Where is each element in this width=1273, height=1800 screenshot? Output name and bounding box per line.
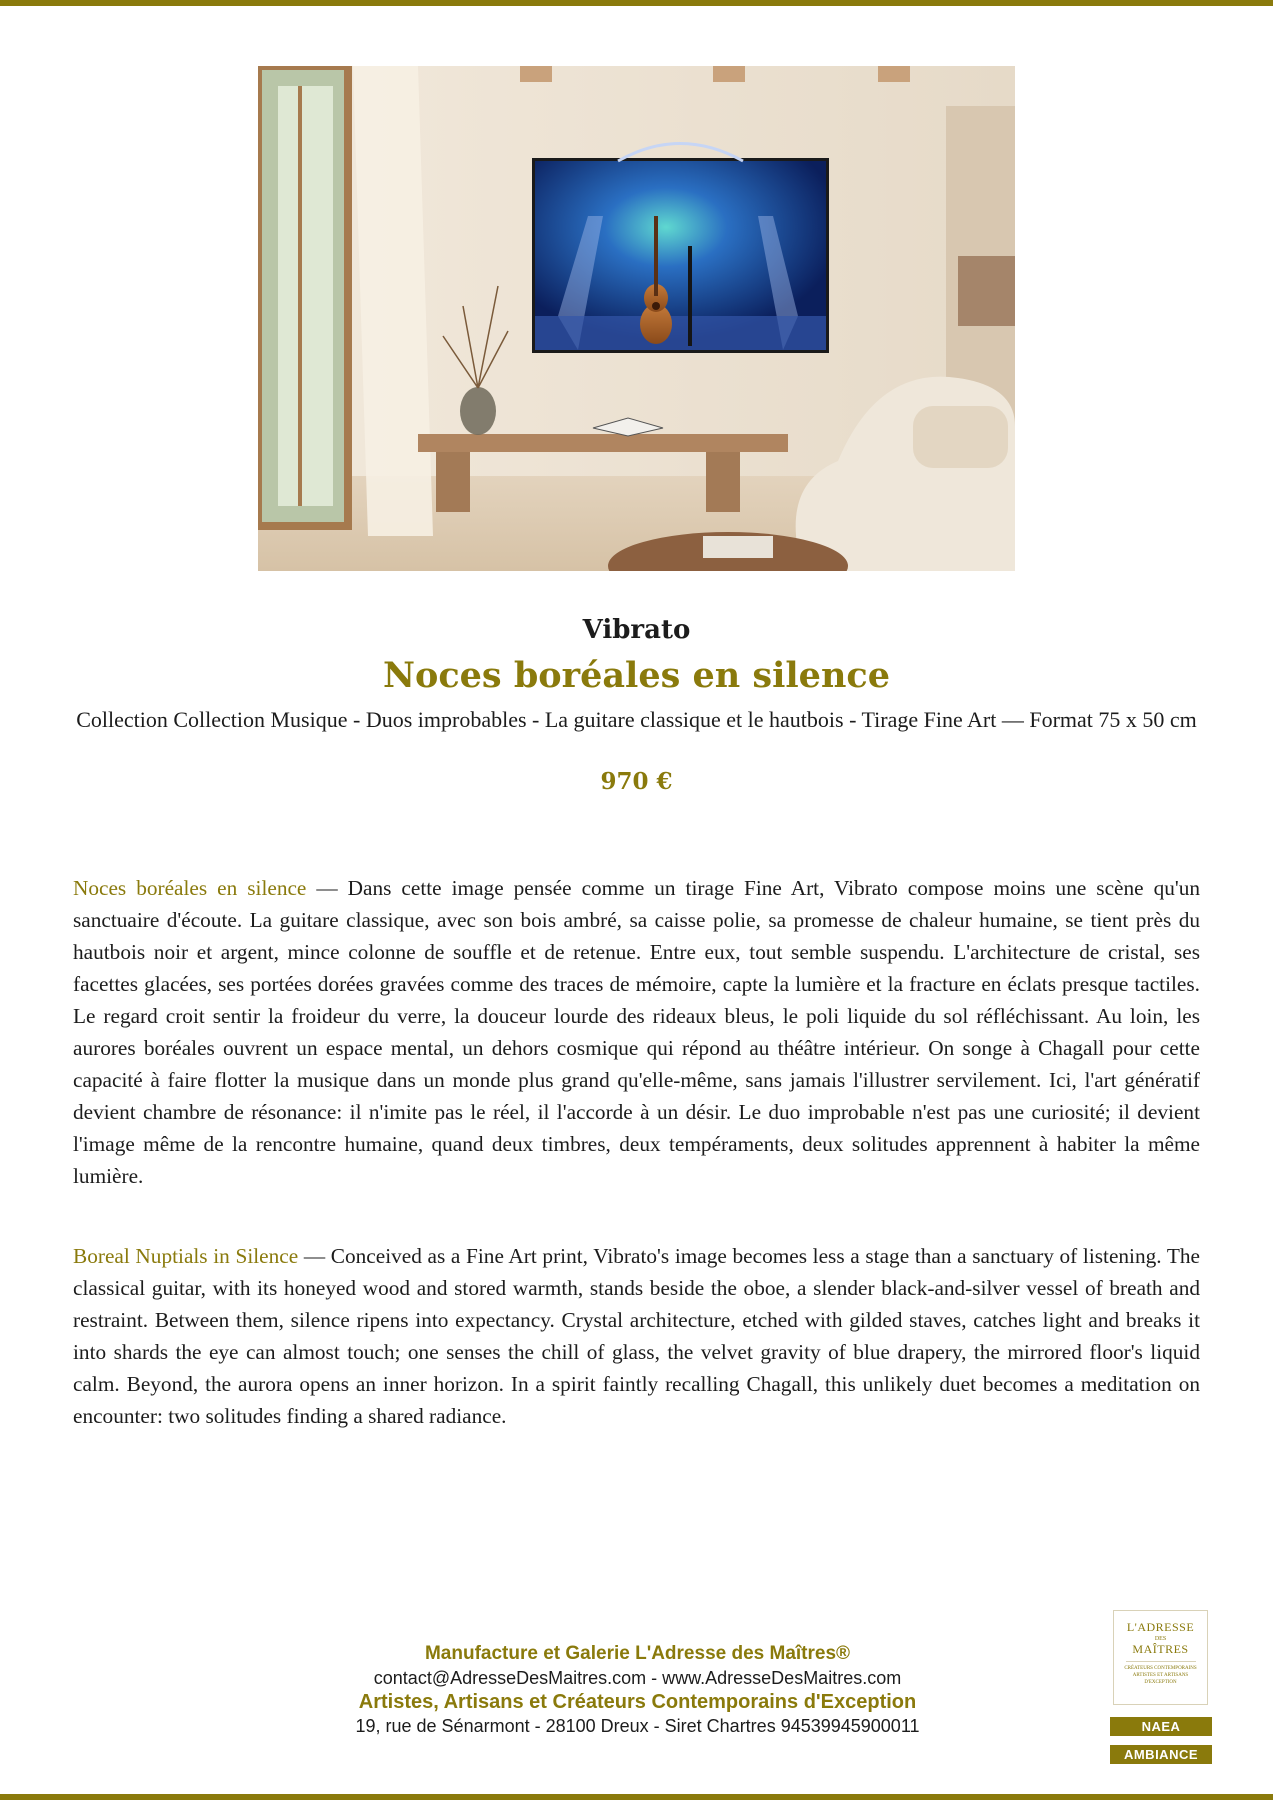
description-english xyxy=(73,1240,1200,1432)
footer-tagline: Artistes, Artisans et Créateurs Contemporains d'Exception xyxy=(358,1691,917,1713)
description-english-body: — Conceived as a Fine Art print, Vibrato's image becomes less a stage than a sanctuary of listening. The classical guitar, with its honeyed wood and stored warmth, stands beside the oboe, a slender black-and-silver vessel of breath and restraint. Between them, silence ripens into expectancy. Crystal architecture, etched with gilded staves, catches light and breaks it into shards the eye can almost touch; one senses the chill of glass, the velvet gravity of blue drapery, the mirrored floor's liquid calm. Beyond, the aurora opens an inner horizon. In a spirit faintly recalling Chagall, this unlikely duet becomes a meditation on encounter: two solitudes finding a shared radiance. xyxy=(73,1244,1200,1428)
logo-line-2: DES xyxy=(1154,1636,1167,1642)
footer-address: 19, rue de Sénarmont - 28100 Dreux - Siret Chartres 94539945900011 xyxy=(355,1716,920,1736)
description-french-body: — Dans cette image pensée comme un tirage Fine Art, Vibrato compose moins une scène qu'un sanctuaire d'écoute. La guitare classique, avec son bois ambré, sa caisse polie, sa promesse de chaleur humaine, se tient près du hautbois noir et argent, mince colonne de souffle et de retenue. Entre eux, tout semble suspendu. L'architecture de cristal, ses facettes glacées, ses portées dorées gravées comme des traces de mémoire, capte la lumière et la fracture en éclats presque tactiles. Le regard croit sentir la froideur du verre, la douceur lourde des rideaux bleus, le poli liquide du sol réfléchissant. Au loin, les aurores boréales ouvrent un espace mental, un dehors cosmique qui répond au théâtre intérieur. On songe à Chagall pour cette capacité à faire flotter la musique dans un monde plus grand qu'elle-même, sans jamais l'illustrer servilement. Ici, l'art génératif devient chambre de résonance: il n'imite pas le réel, il l'accorde à un désir. Le duo improbable n'est pas une curiosité; il devient l'image même de la rencontre humaine, quand deux timbres, deux tempéraments, deux solitudes apprennent à habiter la même lumière. xyxy=(73,876,1201,1188)
description-english-lead: Boreal Nuptials in Silence xyxy=(73,1244,299,1268)
artwork-price: 970 € xyxy=(600,768,673,795)
artwork-room-photo xyxy=(258,66,1015,571)
artist-name: Vibrato xyxy=(582,615,691,645)
bottom-border xyxy=(0,1794,1273,1800)
logo-divider xyxy=(1126,1661,1196,1662)
footer-contact: contact@AdresseDesMaitres.com - www.AdresseDesMaitres.com xyxy=(373,1668,902,1688)
logo-line-3: MAÎTRES xyxy=(1132,1642,1189,1656)
logo-line-1: L'ADRESSE xyxy=(1126,1620,1195,1634)
artwork-title: Noces boréales en silence xyxy=(383,655,890,696)
top-border xyxy=(0,0,1273,6)
footer-company: Manufacture et Galerie L'Adresse des Maîtres® xyxy=(424,1643,851,1664)
artwork-meta: Collection Collection Musique - Duos improbables - La guitare classique et le hautbois - Tirage Fine Art — Format 75 x 50 cm xyxy=(76,707,1197,732)
badge-ambiance: AMBIANCE xyxy=(1110,1745,1212,1764)
description-french-lead: Noces boréales en silence xyxy=(73,876,307,900)
logo-line-4: CRÉATEURS CONTEMPORAINS ARTISTES ET ARTISANS D'EXCEPTION xyxy=(1124,1666,1197,1685)
description-french xyxy=(73,872,1200,1192)
badge-naea: NAEA xyxy=(1110,1717,1212,1736)
gallery-logo xyxy=(1113,1610,1208,1705)
